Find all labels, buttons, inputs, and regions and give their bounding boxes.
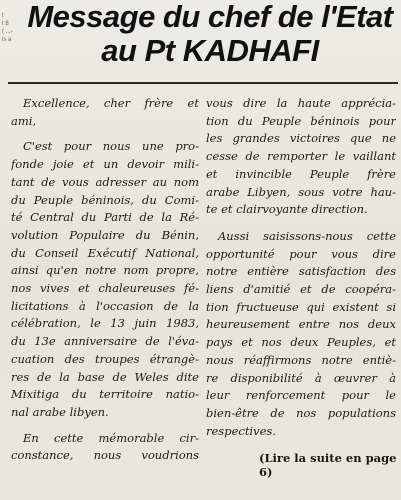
text-line: du Conseil Exécutif National, — [11, 245, 199, 260]
text-line: ainsi qu'en notre nom propre, — [11, 263, 199, 278]
text-line: liens d'amitié et de coopéra- — [206, 282, 396, 297]
text-line: respectives. — [206, 423, 276, 438]
headline-line-1: Message du chef de l'Etat — [27, 0, 393, 34]
text-line: nos vives et chaleureuses fé- — [11, 281, 199, 296]
text-line: tant de vous adresser au nom — [11, 174, 199, 189]
text-line: fonde joie et un devoir mili- — [11, 157, 199, 172]
text-line: opportunité pour vous dire — [206, 246, 396, 261]
article-column-left — [11, 95, 199, 465]
text-line: re disponibilité à œuvrer à — [206, 370, 396, 385]
text-line: tion fructueuse qui existent si — [206, 299, 396, 314]
paragraph — [11, 95, 199, 130]
text-line: du Peuple béninois, du Comi- — [11, 192, 199, 207]
paragraph — [11, 430, 199, 465]
paragraph — [206, 228, 396, 440]
text-line: Mixitiga du territoire natio- — [11, 387, 199, 402]
headline-rule — [8, 82, 398, 84]
paragraph-gap — [11, 422, 199, 430]
text-line: C'est pour nous une pro- — [23, 139, 199, 154]
text-line: res de la base de Weles dite — [11, 369, 199, 384]
text-line: nous réaffirmons notre entiè- — [206, 352, 396, 367]
text-line: En cette mémorable cir- — [23, 430, 199, 445]
paragraph — [206, 95, 396, 219]
paragraph — [11, 138, 199, 421]
text-line: Aussi saisissons-nous cette — [218, 228, 396, 243]
text-line: bien-être de nos populations — [206, 405, 396, 420]
text-line: et invincible Peuple frère — [206, 166, 396, 181]
text-line: licitations à l'occasion de la — [11, 298, 199, 313]
text-line: leur renforcement pour le — [206, 388, 396, 403]
text-line: te et clairvoyante direction. — [206, 202, 368, 217]
text-line: notre entière satisfaction des — [206, 264, 396, 279]
text-line: tion du Peuple béninois pour — [206, 113, 396, 128]
text-line: Excellence, cher frère et — [23, 96, 199, 110]
text-line: heureusement entre nos deux — [206, 317, 396, 332]
paragraph-gap — [11, 130, 199, 138]
text-line: constance, nous voudrions — [11, 448, 199, 463]
headline-line-2: au Pt KADHAFI — [101, 33, 319, 68]
article-column-right — [206, 95, 396, 440]
margin-note-line: ( ...- — [2, 29, 13, 35]
text-line: volution Populaire du Bénin, — [11, 227, 199, 242]
margin-note-line: t — [2, 13, 4, 19]
text-line: pays et nos deux Peuples, et — [206, 335, 396, 350]
text-line: cuation des troupes étrangè- — [11, 351, 199, 366]
margin-note-line: t 8 — [2, 21, 9, 27]
text-line: vous dire la haute apprécia- — [206, 96, 396, 110]
text-line: du 13e anniversaire de l'éva- — [11, 334, 199, 349]
headline — [20, 0, 400, 68]
text-line: les grandes victoires que ne — [206, 131, 396, 146]
paragraph-gap — [206, 219, 396, 228]
text-line: nal arabe libyen. — [11, 404, 109, 419]
text-line: célébration, le 13 juin 1983, — [11, 316, 199, 331]
text-line: cesse de remporter le vaillant — [206, 149, 396, 164]
margin-note-line: is a — [2, 37, 12, 43]
text-line: arabe Libyen, sous votre hau- — [206, 184, 396, 199]
text-line: té Central du Parti de la Ré- — [11, 210, 199, 225]
text-line: ami, — [11, 113, 37, 128]
continuation-note: (Lire la suite en page 6) — [259, 451, 397, 479]
